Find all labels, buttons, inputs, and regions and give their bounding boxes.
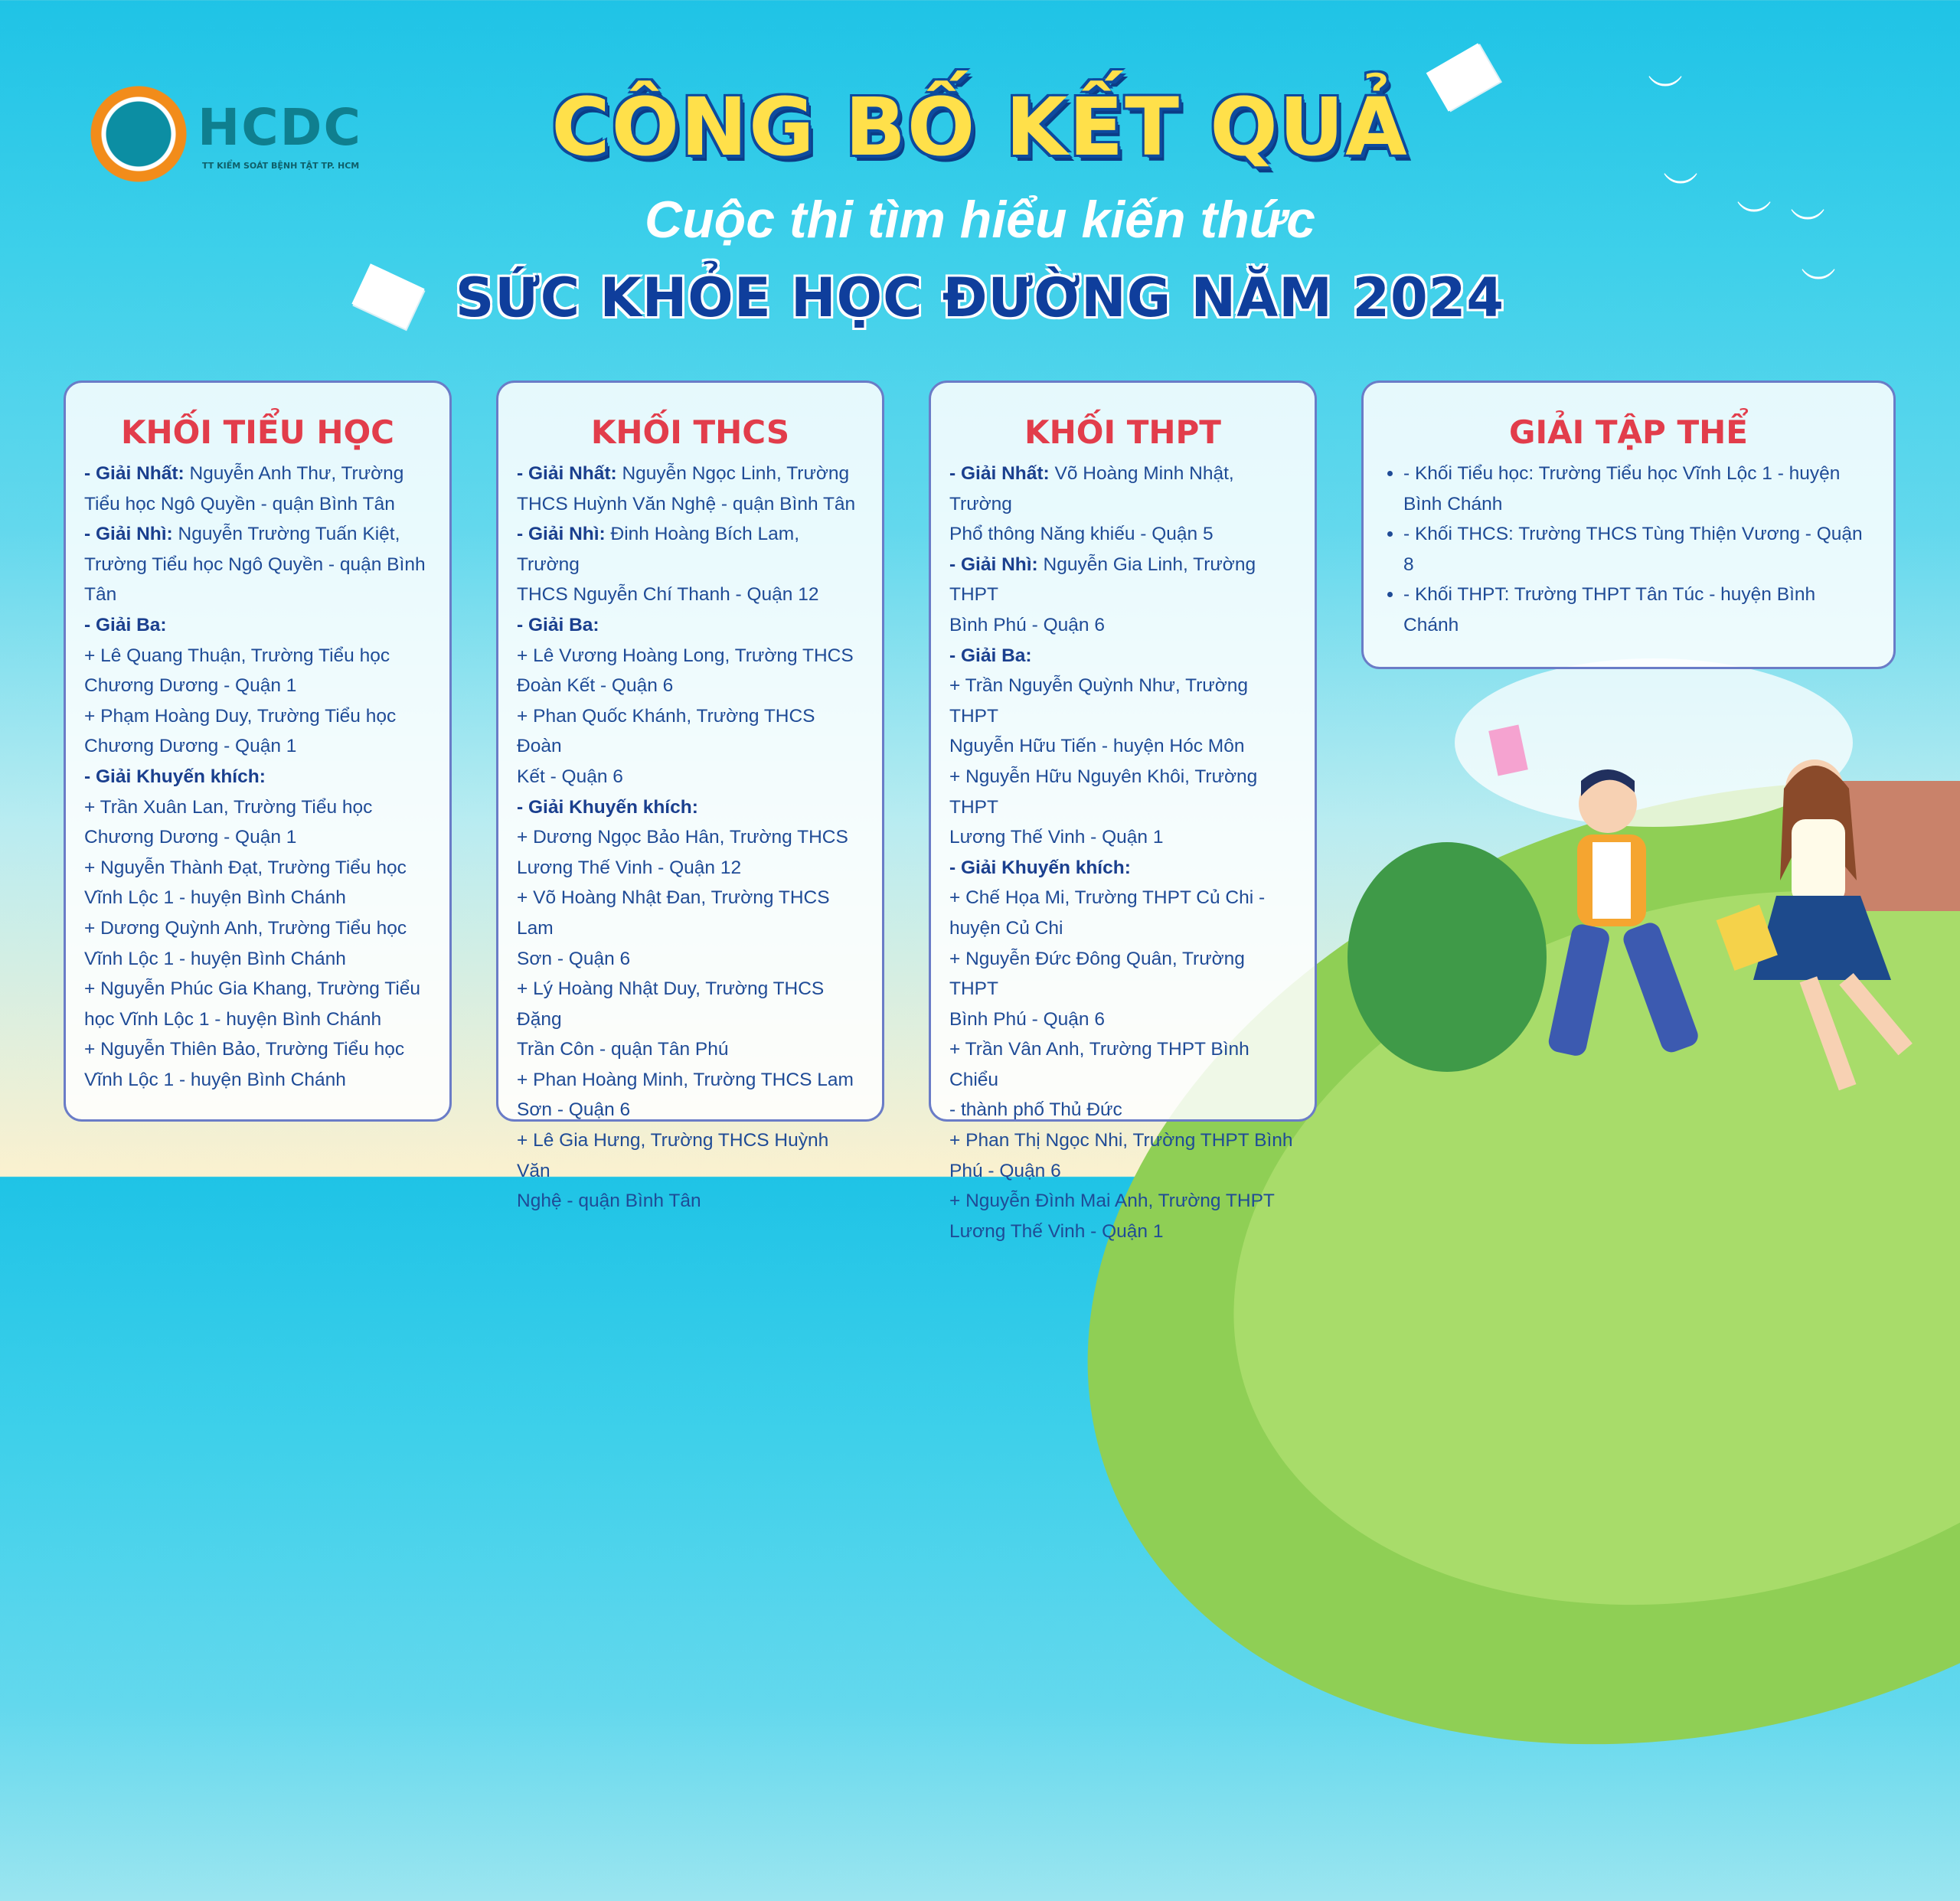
winner-text: + Lê Gia Hưng, Trường THCS Huỳnh Văn — [517, 1130, 829, 1181]
winner-text: Võ Hoàng Minh Nhật, Trường — [949, 463, 1234, 514]
winner-text: Bình Phú - Quận 6 — [949, 614, 1105, 635]
award-label: - Giải Nhất: — [949, 463, 1050, 484]
list-item — [517, 974, 864, 1034]
list-item — [517, 822, 864, 853]
list-item — [84, 1034, 431, 1065]
winner-text: + Lê Quang Thuận, Trường Tiểu học — [84, 645, 390, 666]
winner-text: + Lý Hoàng Nhật Duy, Trường THCS Đặng — [517, 978, 825, 1030]
winner-text: Đoàn Kết - Quận 6 — [517, 675, 674, 697]
winner-text: Kết - Quận 6 — [517, 766, 623, 787]
list-item — [517, 610, 864, 641]
winner-text: + Nguyễn Thành Đạt, Trường Tiểu học — [84, 857, 407, 878]
list-item — [949, 883, 1296, 913]
winner-text: + Lê Vương Hoàng Long, Trường THCS — [517, 645, 854, 666]
list-item — [517, 1095, 864, 1125]
list-item — [84, 519, 431, 550]
list-item — [84, 550, 431, 580]
list-item — [84, 1004, 431, 1035]
list-item — [949, 1034, 1296, 1095]
winner-text: + Nguyễn Hữu Nguyên Khôi, Trường THPT — [949, 766, 1258, 818]
list-item — [84, 913, 431, 944]
card-body — [1364, 459, 1893, 641]
list-item — [517, 853, 864, 884]
winner-text: Nghệ - quận Bình Tân — [517, 1191, 701, 1212]
logo-name: HCDC — [198, 98, 362, 157]
winner-text: Sơn - Quận 6 — [517, 1099, 631, 1121]
winner-text: Tiểu học Ngô Quyền - quận Bình Tân — [84, 493, 395, 514]
winner-text: + Dương Quỳnh Anh, Trường Tiểu học — [84, 917, 407, 939]
list-item — [84, 944, 431, 975]
award-label: - Giải Khuyến khích: — [517, 796, 698, 818]
card-title: KHỐI THCS — [590, 413, 790, 451]
winner-text: + Nguyễn Đình Mai Anh, Trường THPT — [949, 1191, 1275, 1212]
bird-icon: ︶ — [1801, 265, 1836, 306]
card-thpt — [929, 381, 1317, 1242]
list-item — [84, 459, 431, 489]
list-item — [517, 459, 864, 489]
list-item — [84, 792, 431, 823]
award-label: - Giải Nhì: — [84, 524, 173, 545]
list-item — [84, 731, 431, 762]
list-item — [84, 580, 431, 610]
card-tieu-hoc — [64, 381, 452, 1122]
winner-text: huyện Củ Chi — [949, 917, 1063, 939]
winner-text: Vĩnh Lộc 1 - huyện Bình Chánh — [84, 887, 346, 909]
list-item — [517, 1034, 864, 1065]
list-item — [949, 1125, 1296, 1156]
winner-text: + Nguyễn Đức Đông Quân, Trường THPT — [949, 948, 1245, 1000]
list-item — [517, 944, 864, 975]
award-label: - Giải Nhì: — [949, 554, 1038, 575]
list-item — [84, 883, 431, 913]
award-label: - Giải Ba: — [84, 614, 167, 635]
bird-icon: ︶ — [1736, 198, 1772, 239]
winner-text: + Trần Nguyễn Quỳnh Như, Trường THPT — [949, 675, 1249, 727]
winner-text: + Phan Thị Ngọc Nhi, Trường THPT Bình — [949, 1130, 1293, 1151]
winner-text: + Trần Xuân Lan, Trường Tiểu học — [84, 796, 373, 818]
list-item — [949, 731, 1296, 762]
winner-text: Tân — [84, 584, 117, 606]
list-item — [517, 1125, 864, 1186]
winner-text: Phổ thông Năng khiếu - Quận 5 — [949, 524, 1214, 545]
list-item — [949, 1186, 1296, 1217]
winner-text: Vĩnh Lộc 1 - huyện Bình Chánh — [84, 1069, 346, 1090]
card-title: KHỐI THPT — [1024, 413, 1221, 451]
list-item — [949, 459, 1296, 519]
winner-text: - thành phố Thủ Đức — [949, 1099, 1122, 1121]
award-label: - Giải Khuyến khích: — [84, 766, 266, 787]
list-item — [84, 489, 431, 520]
list-item — [949, 1004, 1296, 1035]
list-item: - Khối THPT: Trường THPT Tân Túc - huyện Bình Chánh — [1403, 584, 1816, 635]
list-item — [949, 1156, 1296, 1187]
award-label: - Giải Ba: — [517, 614, 599, 635]
list-item — [84, 974, 431, 1004]
list-item — [949, 913, 1296, 944]
winner-text: + Nguyễn Thiên Bảo, Trường Tiểu học — [84, 1039, 405, 1060]
winner-text: học Vĩnh Lộc 1 - huyện Bình Chánh — [84, 1008, 382, 1030]
winner-text: Lương Thế Vinh - Quận 1 — [949, 827, 1164, 848]
list-item — [84, 671, 431, 701]
winner-text: Đinh Hoàng Bích Lam, Trường — [517, 524, 800, 575]
award-label: - Giải Nhì: — [517, 524, 606, 545]
award-label: - Giải Khuyến khích: — [949, 857, 1131, 878]
winner-text: Lương Thế Vinh - Quận 12 — [517, 857, 742, 878]
students-illustration — [1478, 704, 1952, 1164]
list-item — [84, 853, 431, 884]
award-label: - Giải Nhất: — [84, 463, 185, 484]
list-item — [949, 853, 1296, 884]
winner-text: Trường Tiểu học Ngô Quyền - quận Bình — [84, 554, 426, 575]
list-item — [84, 641, 431, 671]
winner-text: THCS Nguyễn Chí Thanh - Quận 12 — [517, 584, 819, 606]
list-item — [517, 792, 864, 823]
bird-icon: ︶ — [1663, 169, 1698, 211]
winner-text: Nguyễn Anh Thư, Trường — [184, 463, 404, 484]
list-item — [517, 519, 864, 580]
list-item — [517, 701, 864, 762]
list-item — [517, 1065, 864, 1096]
winner-text: + Phạm Hoàng Duy, Trường Tiểu học — [84, 705, 397, 727]
page-title: CÔNG BỐ KẾT QUẢ — [551, 80, 1409, 174]
winner-text: THCS Huỳnh Văn Nghệ - quận Bình Tân — [517, 493, 856, 514]
list-item — [84, 701, 431, 732]
card-body — [931, 459, 1315, 1246]
winner-text: Sơn - Quận 6 — [517, 948, 631, 969]
winner-text: Trần Côn - quận Tân Phú — [517, 1039, 729, 1060]
contest-name: SỨC KHỎE HỌC ĐƯỜNG NĂM 2024 — [455, 266, 1505, 329]
list-item — [949, 610, 1296, 641]
list-item — [949, 1217, 1296, 1247]
card-body — [498, 459, 882, 1217]
winner-text: + Võ Hoàng Nhật Đan, Trường THCS Lam — [517, 887, 830, 939]
list-item — [949, 641, 1296, 671]
winner-text: Chương Dương - Quận 1 — [84, 675, 297, 697]
winner-text: Chương Dương - Quận 1 — [84, 827, 297, 848]
winner-text: Bình Phú - Quận 6 — [949, 1008, 1105, 1030]
award-label: - Giải Nhất: — [517, 463, 617, 484]
list-item — [517, 883, 864, 943]
list-item — [949, 762, 1296, 822]
list-item — [949, 1095, 1296, 1125]
card-title: KHỐI TIỂU HỌC — [120, 413, 395, 451]
winner-text: Nguyễn Gia Linh, Trường THPT — [949, 554, 1256, 606]
list-item — [949, 944, 1296, 1004]
winner-text: + Phan Hoàng Minh, Trường THCS Lam — [517, 1069, 854, 1090]
winner-text: Nguyễn Hữu Tiến - huyện Hóc Môn — [949, 736, 1245, 757]
list-item — [949, 822, 1296, 853]
winner-text: Chương Dương - Quận 1 — [84, 736, 297, 757]
list-item: - Khối THCS: Trường THCS Tùng Thiện Vương - Quận 8 — [1403, 524, 1863, 575]
winner-text: Nguyễn Ngọc Linh, Trường — [616, 463, 850, 484]
card-title: GIẢI TẬP THỂ — [1509, 413, 1748, 451]
winner-text: Nguyễn Trường Tuấn Kiệt, — [172, 524, 400, 545]
list-item — [84, 610, 431, 641]
list-item — [84, 1065, 431, 1096]
winner-text: Lương Thế Vinh - Quận 1 — [949, 1220, 1164, 1242]
logo-subtitle: TT KIỂM SOÁT BỆNH TẬT TP. HCM — [202, 161, 360, 171]
list-item — [517, 762, 864, 792]
card-giai-tap-the — [1361, 381, 1896, 669]
winner-text: Phú - Quận 6 — [949, 1160, 1061, 1181]
award-label: - Giải Ba: — [949, 645, 1032, 666]
list-item — [517, 1186, 864, 1217]
list-item — [517, 671, 864, 701]
list-item — [84, 822, 431, 853]
list-item — [517, 489, 864, 520]
list-item — [517, 580, 864, 610]
winner-text: + Phan Quốc Khánh, Trường THCS Đoàn — [517, 705, 815, 757]
card-thcs — [496, 381, 884, 1212]
list-item — [517, 641, 864, 671]
bird-icon: ︶ — [1790, 205, 1825, 247]
list-item — [949, 671, 1296, 731]
winner-text: + Nguyễn Phúc Gia Khang, Trường Tiểu — [84, 978, 421, 1000]
list-item: - Khối Tiểu học: Trường Tiểu học Vĩnh Lộc 1 - huyện Bình Chánh — [1403, 463, 1841, 514]
winner-text: Vĩnh Lộc 1 - huyện Bình Chánh — [84, 948, 346, 969]
list-item — [949, 550, 1296, 610]
card-body — [66, 459, 449, 1095]
winner-text: + Trần Vân Anh, Trường THPT Bình Chiểu — [949, 1039, 1250, 1090]
list-item — [949, 519, 1296, 550]
winner-text: + Chế Họa Mi, Trường THPT Củ Chi - — [949, 887, 1266, 909]
list-item — [84, 762, 431, 792]
winner-text: + Dương Ngọc Bảo Hân, Trường THCS — [517, 827, 848, 848]
page-subtitle: Cuộc thi tìm hiểu kiến thức — [645, 191, 1315, 249]
bird-icon: ︶ — [1648, 72, 1683, 113]
